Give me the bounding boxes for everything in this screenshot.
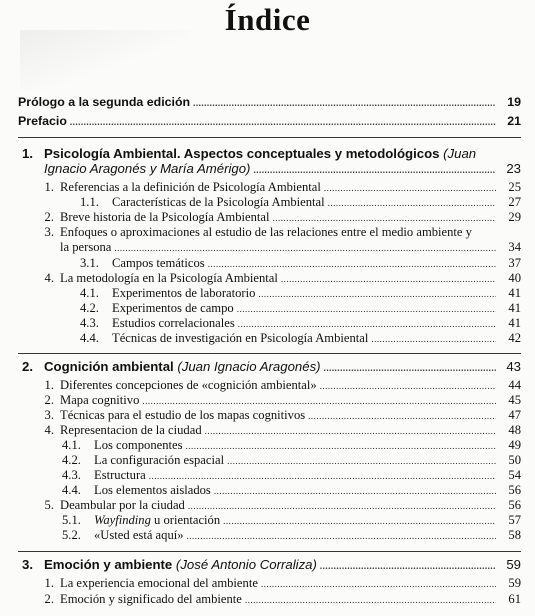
leader-dots (186, 441, 497, 451)
leader-dots (238, 319, 496, 329)
leader-dots (193, 98, 496, 108)
toc-entry[interactable]: 1. Diferentes concepciones de «cognición ambiental» ..... 44 (38, 378, 521, 393)
toc-entry[interactable]: 2. Breve historia de la Psicología Ambiental ..... 29 (38, 210, 521, 225)
leader-dots (237, 304, 496, 314)
toc-entry[interactable]: 3. Técnicas para el estudio de los mapas cognitivos ..... 47 (38, 408, 521, 423)
toc-subentry[interactable]: 4.2. La configuración espacial ..... 50 (62, 453, 521, 468)
toc-subentry[interactable]: 4.3. Estudios correlacionales ..... 41 (80, 316, 521, 331)
leader-dots (324, 363, 496, 373)
toc-subentry[interactable]: 4.2. Experimentos de campo ..... 41 (80, 301, 521, 316)
page-title: Índice (224, 2, 311, 37)
leader-dots (320, 561, 496, 571)
toc-subentry[interactable]: 1.1. Características de la Psicología Ambiental ..... 27 (80, 195, 521, 210)
section-divider (18, 137, 521, 138)
toc-subentry[interactable]: 4.4. Técnicas de investigación en Psicología Ambiental ..... 42 (80, 331, 521, 346)
leader-dots (227, 456, 496, 466)
leader-dots (114, 243, 496, 253)
chapter-1-heading[interactable]: 1. Psicología Ambiental. Aspectos conceptuales y metodológicos (Juan (22, 146, 477, 161)
toc-entry[interactable]: 5. Deambular por la ciudad ..... 56 (38, 498, 521, 513)
toc-subentry[interactable]: 4.1. Experimentos de laboratorio ..... 41 (80, 286, 521, 301)
toc-entry[interactable]: 1. Referencias a la definición de Psicología Ambiental ..... 25 (38, 180, 521, 195)
section-divider (18, 353, 521, 354)
leader-dots (223, 516, 496, 526)
toc-entry[interactable]: 4. Representacion de la ciudad ..... 48 (38, 423, 521, 438)
toc-entry[interactable]: 2. Mapa cognitivo ..... 45 (38, 393, 521, 408)
toc-subentry[interactable]: 5.1. Wayfinding u orientación ..... 57 (62, 513, 521, 528)
toc-subentry[interactable]: 4.3. Estructura ..... 54 (62, 468, 521, 483)
leader-dots (320, 381, 496, 391)
leader-dots (188, 501, 496, 511)
section-divider (18, 551, 521, 552)
leader-dots (142, 396, 496, 406)
leader-dots (328, 198, 496, 208)
leader-dots (308, 411, 496, 421)
leader-dots (149, 471, 496, 481)
toc-entry[interactable]: 1. La experiencia emocional del ambiente ..... 59 (38, 576, 521, 591)
leader-dots (371, 334, 496, 344)
leader-dots (205, 426, 496, 436)
chapter-1-heading-cont[interactable]: Ignacio Aragonés y María Amérigo) ..... 23 (44, 161, 521, 176)
toc-entry-prefacio[interactable]: Prefacio ..... 21 (18, 114, 521, 128)
leader-dots (273, 213, 497, 223)
toc-entry[interactable]: 2. Emoción y significado del ambiente ..... 61 (38, 592, 521, 607)
toc-subentry[interactable]: 3.1. Campos temáticos ..... 37 (80, 256, 521, 271)
leader-dots (253, 165, 496, 175)
chapter-3-heading[interactable]: 3. Emoción y ambiente (José Antonio Corraliza) ..... 59 (22, 557, 521, 572)
scan-smudge (20, 30, 190, 90)
leader-dots (281, 274, 496, 284)
leader-dots (208, 259, 496, 269)
toc-subentry[interactable]: 5.2. «Usted está aquí» ..... 58 (62, 528, 521, 543)
leader-dots (187, 531, 496, 541)
toc-entry-cont[interactable]: la persona ..... 34 (60, 240, 521, 255)
leader-dots (324, 183, 496, 193)
toc-entry[interactable]: 3. Enfoques o aproximaciones al estudio de las relaciones entre el medio ambiente y (44, 225, 472, 239)
toc-subentry[interactable]: 4.1. Los componentes ..... 49 (62, 438, 521, 453)
leader-dots (214, 486, 496, 496)
toc-subentry[interactable]: 4.4. Los elementos aislados ..... 56 (62, 483, 521, 498)
leader-dots (70, 117, 496, 127)
leader-dots (245, 595, 496, 605)
leader-dots (261, 579, 496, 589)
leader-dots (258, 289, 496, 299)
toc-entry[interactable]: 4. La metodología en la Psicología Ambiental ..... 40 (38, 271, 521, 286)
chapter-2-heading[interactable]: 2. Cognición ambiental (Juan Ignacio Aragonés) ..... 43 (22, 359, 521, 374)
toc-entry-prologo[interactable]: Prólogo a la segunda edición ..... 19 (18, 95, 521, 109)
